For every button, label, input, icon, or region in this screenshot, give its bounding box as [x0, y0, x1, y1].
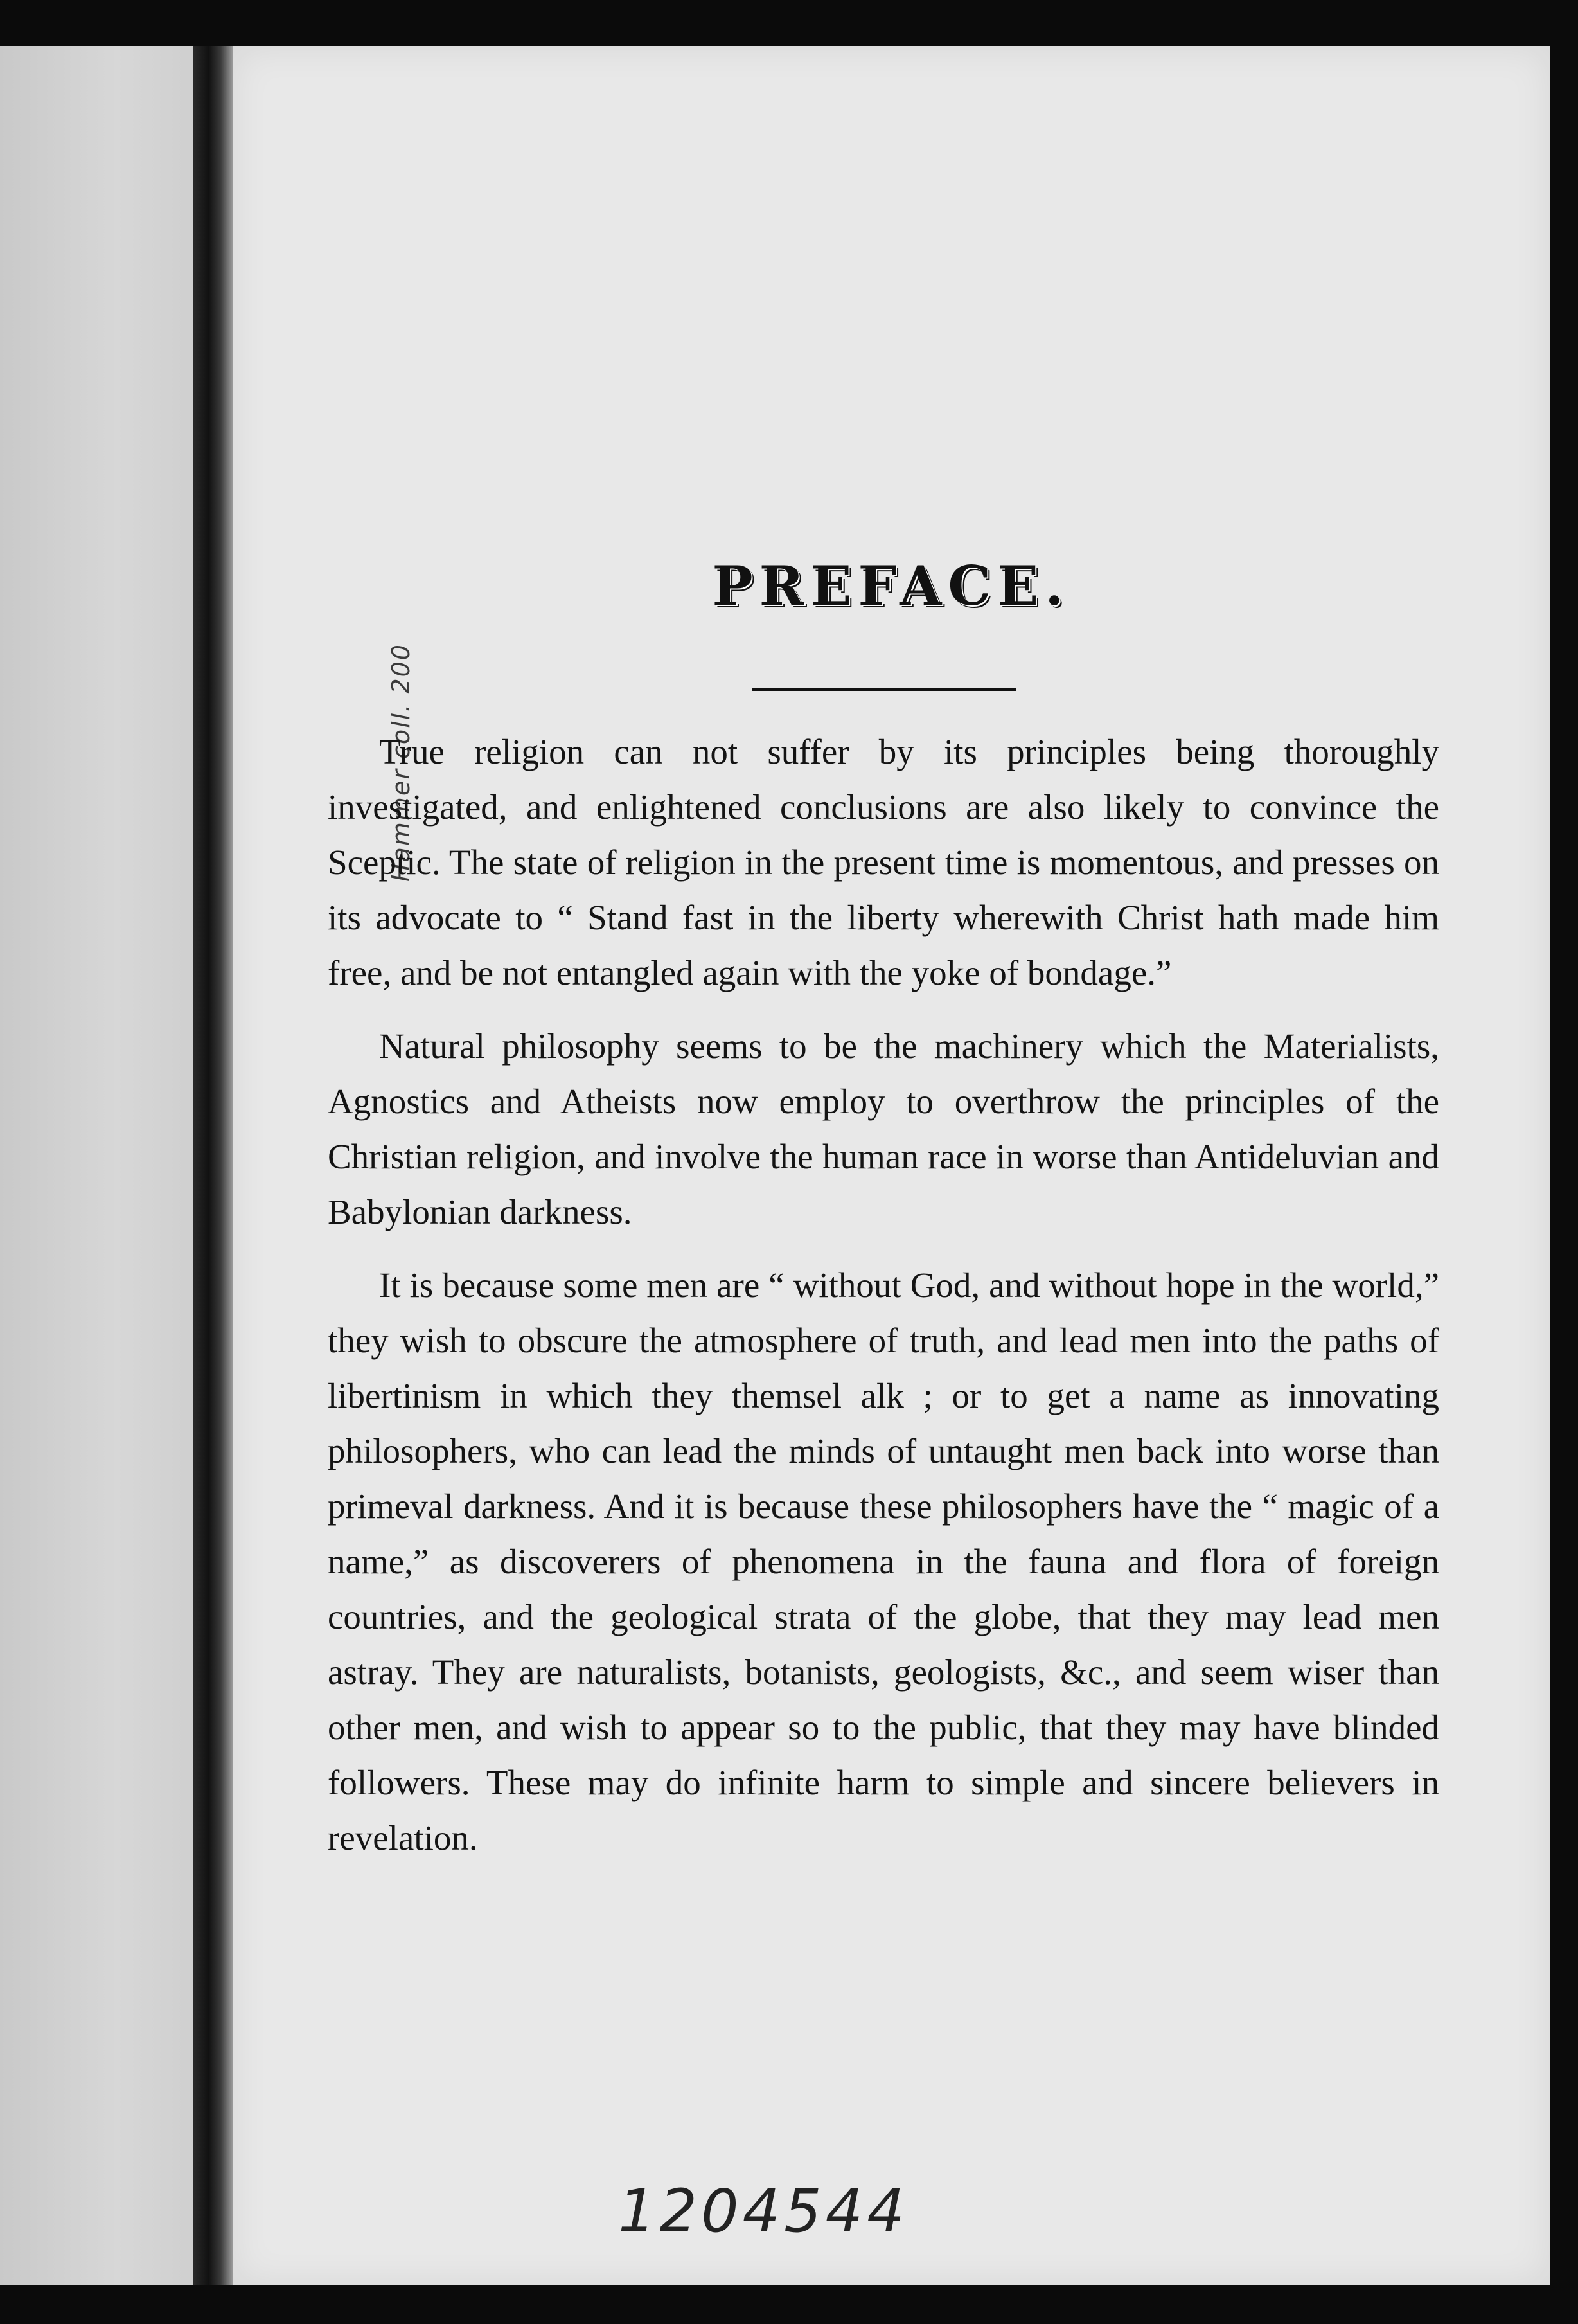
- scan-frame-bottom: [0, 2285, 1578, 2324]
- paragraph-2: Natural philosophy seems to be the machinery which the Materialists, Agnostics and Atheists now employ to overthrow the principles of the Christian religion, and involve the human race in worse than Antideluvian and Babylonian darkness.: [328, 1026, 1439, 1231]
- page-title: PREFACE.: [712, 554, 1070, 618]
- scan-frame-top: [0, 0, 1578, 46]
- paragraph-3: It is because some men are “ without God, and without hope in the world,” they wish to obscure the atmosphere of truth, and lead men into the paths of libertinism in which they themsel alk ; or to get a name as innovating philosophers, who can lead the minds of untaught men back into worse than primeval darkness. And it is because these philosophers have the “ magic of a name,” as discoverers of phenomena in the fauna and flora of foreign countries, and the geological strata of the globe, that they may lead men astray. They are naturalists, botanists, geologists, &c., and seem wiser than other men, and wish to appear so to the public, that they may have blinded followers. These may do infinite harm to simple and sincere believers in revelation.: [328, 1265, 1439, 1857]
- facing-page-edge: [0, 46, 196, 2285]
- handwritten-margin-note: Hammer coll. 200: [387, 643, 415, 882]
- paragraph-1: True religion can not suffer by its principles being thoroughly investigated, and enlightened conclusions are also likely to convince the Sceptic. The state of religion in the present time is momentous, and presses on its advocate to “ Stand fast in the liberty wherewith Christ hath made him free, and be not entangled again with the yoke of bondage.”: [328, 732, 1439, 992]
- scan-frame-right: [1550, 0, 1578, 2324]
- handwritten-accession-number: 1204544: [618, 2177, 909, 2246]
- book-page: [233, 46, 1550, 2285]
- preface-body: [328, 724, 1439, 1884]
- title-rule: [752, 688, 1016, 691]
- book-binding: [193, 46, 233, 2285]
